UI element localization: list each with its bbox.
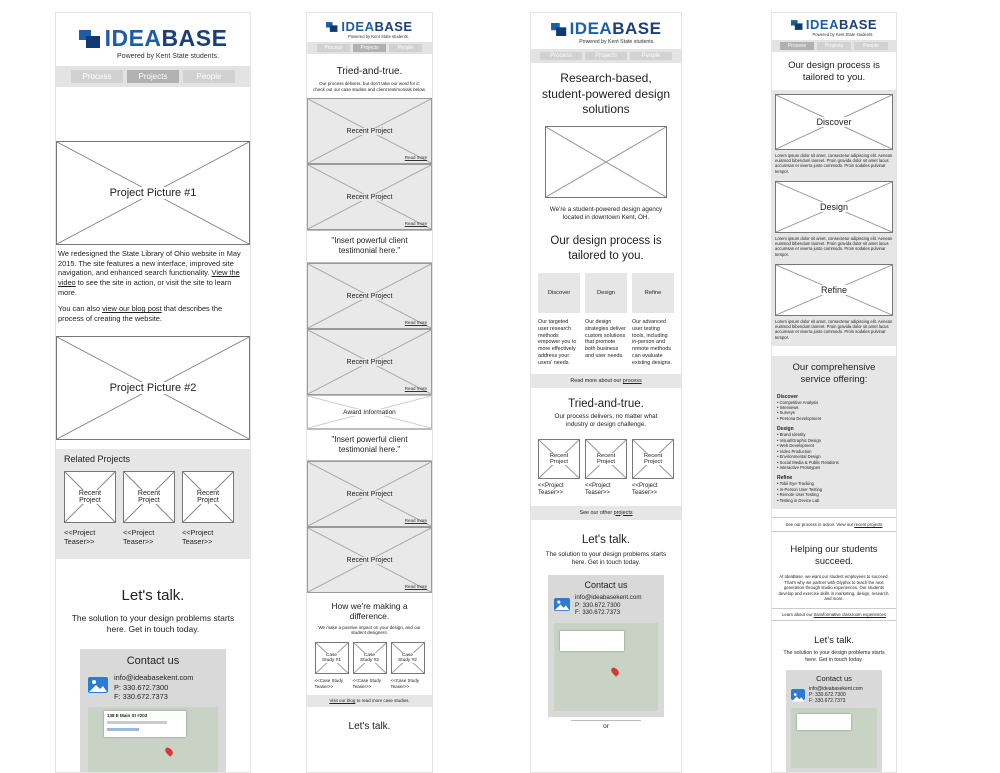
recent-projects-link[interactable]: recent projects	[854, 522, 883, 528]
main-nav	[56, 66, 250, 87]
client-testimonial: "Insert powerful client testimonial here."	[307, 429, 432, 461]
service-item-text: Video Production	[779, 448, 812, 454]
map[interactable]	[791, 708, 877, 768]
service-item-text: Persona Development	[779, 415, 822, 421]
service-item: • Visual/Graphic Design	[777, 437, 821, 443]
description-text-b: to see the site in action, or visit the site to learn more.	[58, 277, 232, 297]
logo-mark-icon	[79, 30, 101, 48]
recent-project-card[interactable]	[307, 164, 432, 230]
logo-idea: IDEA	[805, 17, 839, 32]
recent-project-label: Recent Project	[346, 358, 393, 366]
visit-blog-text: to read more case studies.	[355, 698, 410, 704]
service-group-refine	[777, 475, 891, 503]
logo-base: BASE	[161, 25, 228, 51]
service-item-text: Environmental Design	[779, 454, 821, 460]
contact-email[interactable]: info@ideabasekent.com	[114, 673, 194, 683]
service-item: • Interviews	[777, 404, 799, 410]
tagline: Powered by Kent State students.	[117, 53, 219, 60]
logo-base: BASE	[612, 19, 662, 38]
case-study-2-teaser: <<Case Study Teaser>>	[352, 677, 382, 689]
case-studies	[307, 642, 432, 689]
read-more-link[interactable]: Read more	[404, 320, 427, 326]
main-nav	[772, 40, 896, 52]
recent-project-1-thumb	[538, 439, 580, 479]
case-study-1-label: Case Study #1	[322, 652, 341, 663]
service-item: • Video Production	[777, 448, 812, 454]
contact-box	[80, 649, 226, 773]
service-item: • In-Person User Testing	[777, 486, 823, 492]
related-projects	[56, 449, 250, 559]
service-item-text: Remote User Testing	[779, 492, 819, 498]
recent-project-label: Recent Project	[346, 292, 393, 300]
helping-heading: Helping our students succeed.	[790, 544, 878, 568]
case-study-3-thumb	[391, 642, 425, 674]
service-item-text: Interactive Prototypes	[779, 465, 821, 471]
step-design-text: Our design strategies deliver custom solutions that promote both business and user needs.	[585, 319, 626, 359]
recent-project-3-thumb	[632, 439, 674, 479]
step-refine-text: Our advanced user testing tools, including in-person and remote methods can evaluate existing designs.	[632, 319, 672, 366]
client-testimonial: "Insert powerful client testimonial here."	[307, 230, 432, 263]
service-item-text: Surveys	[779, 410, 795, 416]
service-item: • Tobii Eye-Tracking	[777, 481, 814, 487]
recent-project-2-teaser: <<Project Teaser>>	[585, 482, 611, 497]
project-picture-1-label: Project Picture #1	[109, 187, 197, 199]
hero-image	[545, 126, 667, 198]
service-item-text: Brand Identity	[779, 432, 806, 438]
step-refine-box: Refine	[632, 273, 674, 313]
related-project-1-thumb	[64, 471, 116, 523]
wireframe-home-page	[530, 12, 682, 773]
logo[interactable]	[56, 13, 250, 52]
lets-talk-sub: The solution to your design problems starts here. Get in touch today.	[783, 649, 885, 663]
see-process-bar	[772, 517, 896, 532]
related-projects-title: Related Projects	[64, 454, 131, 465]
service-item-text: Social Media & Public Relations	[779, 459, 839, 465]
step-discover-text: Lorem ipsum dolor sit amet, consectetur adipiscing elit. Aenean euismod bibendum laoreet. Proin gravida dolor sit amet lacus accumsan et viverra justo commodo. Proin sodales pulvinar tempor.	[775, 152, 893, 174]
map-address-card	[104, 711, 186, 737]
helping-text: At IdeaBase, we want our student employees to succeed. That's why we partner with Glyphix to teach the next generation through studio experiences. Our students develop and exercise skills in marketing, design, research, and more.	[778, 574, 890, 602]
read-process-text: Read more about our	[570, 378, 623, 385]
lets-talk-sub: The solution to your design problems starts here. Get in touch today.	[71, 613, 235, 635]
image-icon	[791, 689, 805, 700]
contact-email[interactable]: info@ideabasekent.com	[575, 593, 642, 601]
nav-process[interactable]: Process	[540, 52, 582, 60]
service-item: • Interactive Prototypes	[777, 465, 821, 471]
nav-people[interactable]: People	[183, 70, 235, 83]
nav-people[interactable]: People	[854, 42, 888, 50]
logo-mark-icon	[791, 20, 803, 30]
service-item: • Web Development	[777, 443, 815, 449]
service-item-text: Tobii Eye-Tracking	[779, 481, 814, 487]
contact-fax: F: 330.672.7373	[809, 698, 846, 705]
logo[interactable]	[307, 13, 432, 34]
tagline: Powered by Kent State students.	[348, 34, 409, 39]
blog-text-b: that describes the process of creating the website.	[58, 304, 223, 323]
map-address: 138 E Main St #203	[107, 713, 148, 719]
recent-project-1[interactable]	[538, 439, 580, 498]
process-steps	[531, 273, 681, 366]
tried-sub: Our process delivers, but don't take our word for it; check out our case studies and client testimonials below.	[313, 81, 426, 92]
nav-projects[interactable]: Projects	[127, 70, 179, 83]
process-step-design[interactable]	[585, 273, 627, 366]
process-heading: Our design process is tailored to you.	[550, 235, 662, 263]
related-project-2-teaser: <<Project Teaser>>	[123, 528, 155, 547]
logo-idea: IDEA	[341, 19, 375, 34]
map[interactable]	[88, 707, 218, 773]
recent-project-card[interactable]	[307, 263, 432, 329]
nav-projects[interactable]: Projects	[353, 44, 386, 52]
contact-fax: F: 330.672.7373	[114, 691, 168, 701]
recent-projects	[531, 439, 681, 498]
recent-project-3-teaser: <<Project Teaser>>	[632, 482, 658, 497]
related-project-3-thumb	[182, 471, 234, 523]
related-project-3-label: Recent Project	[191, 490, 225, 504]
recent-project-card[interactable]	[307, 329, 432, 395]
tried-heading: Tried-and-true.	[568, 398, 644, 411]
nav-process[interactable]: Process	[780, 42, 814, 50]
map[interactable]	[554, 623, 658, 711]
logo-base: BASE	[838, 17, 878, 32]
recent-project-3-label: Recent Project	[640, 453, 666, 465]
related-project-2-label: Recent Project	[132, 490, 166, 504]
visit-blog-link[interactable]: Visit our blog	[329, 698, 356, 704]
case-study-3-label: Case Study #2	[398, 652, 417, 663]
contact-box	[786, 670, 882, 773]
related-project-1-label: Recent Project	[73, 490, 107, 504]
service-item: • Remote User Testing	[777, 492, 819, 498]
related-project-2-thumb	[123, 471, 175, 523]
step-refine-label: Refine	[820, 284, 847, 295]
lets-talk-heading: Let's talk.	[121, 587, 185, 605]
case-study-1[interactable]	[315, 642, 349, 689]
service-item: • Competitive Analysis	[777, 399, 819, 405]
service-item-text: Web Development	[779, 443, 815, 449]
blog-text-a: You can also	[58, 304, 103, 314]
main-nav	[531, 49, 681, 63]
contact-email[interactable]: info@ideabasekent.com	[809, 685, 863, 692]
process-link[interactable]: process	[622, 378, 642, 385]
contact-box	[548, 575, 664, 717]
project-description	[58, 249, 248, 297]
read-more-link[interactable]: Read more	[404, 386, 427, 392]
step-discover-label: Discover	[816, 116, 852, 127]
making-difference-sub: We make a positive impact on your design, and our student designers.	[318, 624, 421, 636]
read-more-link[interactable]: Read more	[404, 221, 427, 227]
step-design-text: Lorem ipsum dolor sit amet, consectetur adipiscing elit. Aenean euismod bibendum laoreet. Proin gravida dolor sit amet lacus accumsan et viverra justo commodo. Proin sodales pulvinar tempor.	[775, 235, 893, 257]
logo-idea: IDEA	[104, 25, 162, 51]
recent-project-2-thumb	[585, 439, 627, 479]
service-item-text: In-Person User Testing	[779, 486, 823, 492]
recent-project-label: Recent Project	[346, 193, 393, 201]
nav-people[interactable]: People	[630, 52, 672, 60]
tried-sub: Our process delivers, no matter what industry or design challenge.	[554, 413, 658, 429]
step-design-box[interactable]	[775, 181, 893, 233]
recent-project-1-teaser: <<Project Teaser>>	[538, 482, 564, 497]
logo-idea: IDEA	[569, 19, 613, 38]
project-picture-2	[56, 336, 250, 440]
map-pin-icon	[164, 746, 175, 757]
service-item-text: Testing in Device Lab	[779, 497, 820, 503]
case-study-1-teaser: <<Case Study Teaser>>	[314, 677, 344, 689]
process-step-discover[interactable]	[538, 273, 580, 366]
step-discover-text: Our targeted user research methods empower you to more effectively address your users' needs.	[538, 319, 577, 366]
lets-talk-heading: Let's talk.	[581, 533, 631, 546]
case-study-3-teaser: <<Case Study Teaser>>	[390, 677, 420, 689]
related-project-1[interactable]	[64, 471, 116, 547]
contact-phone: P: 330.672.7300	[809, 691, 846, 698]
service-item: • Surveys	[777, 410, 795, 416]
service-item-text: Competitive Analysis	[779, 399, 819, 405]
service-group-refine-title: Refine	[777, 475, 793, 482]
lets-talk-heading: Let's talk.	[814, 634, 854, 646]
process-step-refine[interactable]	[632, 273, 674, 366]
recent-project-2[interactable]	[585, 439, 627, 498]
learn-bar	[772, 608, 896, 621]
contact-fax: F: 330.672.7373	[575, 609, 621, 617]
recent-project-1-label: Recent Project	[546, 453, 572, 465]
nav-people[interactable]: People	[389, 44, 422, 52]
service-item: • Environmental Design	[777, 454, 821, 460]
step-refine-box[interactable]	[775, 264, 893, 316]
service-item: • Persona Development	[777, 415, 822, 421]
logo-mark-icon	[326, 22, 338, 32]
contact-title: Contact us	[126, 655, 180, 668]
related-project-2[interactable]	[123, 471, 175, 547]
wireframe-case-studies-page	[306, 12, 433, 773]
recent-project-card[interactable]	[307, 461, 432, 527]
read-more-link[interactable]: Read more	[404, 584, 427, 590]
service-group-discover-title: Discover	[777, 393, 799, 400]
step-discover-box[interactable]	[775, 94, 893, 150]
image-icon	[88, 677, 108, 693]
recent-project-label: Recent Project	[346, 127, 393, 135]
read-process-bar	[531, 374, 681, 388]
logo[interactable]	[772, 13, 896, 32]
projects-link[interactable]: projects	[613, 509, 633, 516]
step-refine-text: Lorem ipsum dolor sit amet, consectetur adipiscing elit. Aenean euismod bibendum laoreet. Proin gravida dolor sit amet lacus accumsan et viverra justo commodo. Proin sodales pulvinar tempor.	[775, 318, 893, 340]
step-design-label: Design	[819, 201, 848, 212]
service-group-design	[777, 426, 891, 470]
award-label: Award Information	[343, 408, 396, 416]
recent-project-card[interactable]	[307, 527, 432, 593]
other-projects-text: See our other	[579, 509, 614, 516]
related-project-1-teaser: <<Project Teaser>>	[64, 528, 96, 547]
learn-text: Learn about our	[782, 611, 814, 617]
main-nav	[307, 42, 432, 54]
logo[interactable]	[531, 13, 681, 39]
blog-description	[58, 304, 248, 323]
nav-process[interactable]: Process	[71, 70, 123, 83]
recent-project-card[interactable]	[307, 98, 432, 164]
read-more-link[interactable]: Read more	[404, 518, 427, 524]
read-more-link[interactable]: Read more	[404, 155, 427, 161]
case-study-2-thumb	[353, 642, 387, 674]
service-item: • Social Media & Public Relations	[777, 459, 839, 465]
tried-heading: Tried-and-true.	[336, 66, 403, 77]
service-offering-heading: Our comprehensive service offering:	[792, 361, 876, 385]
contact-title: Contact us	[816, 673, 852, 683]
case-study-1-thumb	[315, 642, 349, 674]
recent-project-label: Recent Project	[346, 556, 393, 564]
see-process-text: See our process in action. View our	[785, 522, 855, 528]
tagline: Powered by Kent State students.	[579, 39, 655, 45]
related-project-3-teaser: <<Project Teaser>>	[182, 528, 214, 547]
recent-project-label: Recent Project	[346, 490, 393, 498]
step-discover-box: Discover	[538, 273, 580, 313]
map-address-card	[560, 631, 624, 651]
logo-mark-icon	[551, 23, 567, 36]
image-icon	[554, 598, 570, 611]
case-study-3[interactable]	[391, 642, 425, 689]
recent-project-3[interactable]	[632, 439, 674, 498]
hero-sub: We're a student-powered design agency located in downtown Kent, OH.	[549, 205, 663, 221]
logo-base: BASE	[374, 19, 413, 34]
step-design-box: Design	[585, 273, 627, 313]
service-offering	[772, 356, 896, 510]
award-information	[307, 395, 432, 429]
or-divider: or	[571, 720, 641, 730]
case-study-2-label: Case Study #2	[360, 652, 379, 663]
service-item-text: Interviews	[779, 404, 799, 410]
visit-blog-bar	[307, 695, 432, 707]
wireframe-project-page	[55, 12, 251, 773]
view-video-link[interactable]: View the video	[58, 268, 240, 287]
recent-project-2-label: Recent Project	[593, 453, 619, 465]
case-study-2[interactable]	[353, 642, 387, 689]
process-steps	[772, 90, 896, 346]
tagline: Powered by Kent State students.	[812, 32, 874, 37]
classroom-experiences-link[interactable]: transformative classroom experiences	[813, 611, 886, 617]
service-group-discover	[777, 394, 891, 422]
service-item: • Testing in Device Lab	[777, 497, 820, 503]
project-picture-2-label: Project Picture #2	[109, 382, 197, 395]
service-item: • Brand Identity	[777, 432, 806, 438]
hero-heading: Research-based, student-powered design solutions	[541, 71, 671, 117]
nav-process[interactable]: Process	[317, 44, 350, 52]
map-address-card	[797, 714, 851, 730]
nav-projects[interactable]: Projects	[585, 52, 627, 60]
related-project-3[interactable]	[182, 471, 234, 547]
contact-title: Contact us	[584, 579, 628, 590]
description-text-a: We redesigned the State Library of Ohio website in May 2015. The site features a new interface, improved site navigation, and enhanced search functionality.	[58, 249, 241, 278]
lets-talk-heading: Let's talk.	[348, 720, 391, 732]
process-heading: Our design process is tailored to you.	[788, 60, 880, 83]
service-group-design-title: Design	[777, 426, 794, 433]
service-item-text: Visual/Graphic Design	[779, 437, 821, 443]
project-picture-1	[56, 141, 250, 245]
blog-post-link[interactable]: view our blog post	[102, 304, 162, 314]
other-projects-bar	[531, 506, 681, 520]
contact-phone: P: 330.672.7300	[575, 601, 621, 609]
contact-phone: P: 330.672.7300	[114, 682, 169, 692]
map-pin-icon	[610, 666, 621, 677]
wireframe-process-page	[771, 12, 897, 773]
making-difference-heading: How we're making a difference.	[331, 601, 408, 622]
nav-projects[interactable]: Projects	[817, 42, 851, 50]
lets-talk-sub: The solution to your design problems starts here. Get in touch today.	[545, 550, 667, 566]
